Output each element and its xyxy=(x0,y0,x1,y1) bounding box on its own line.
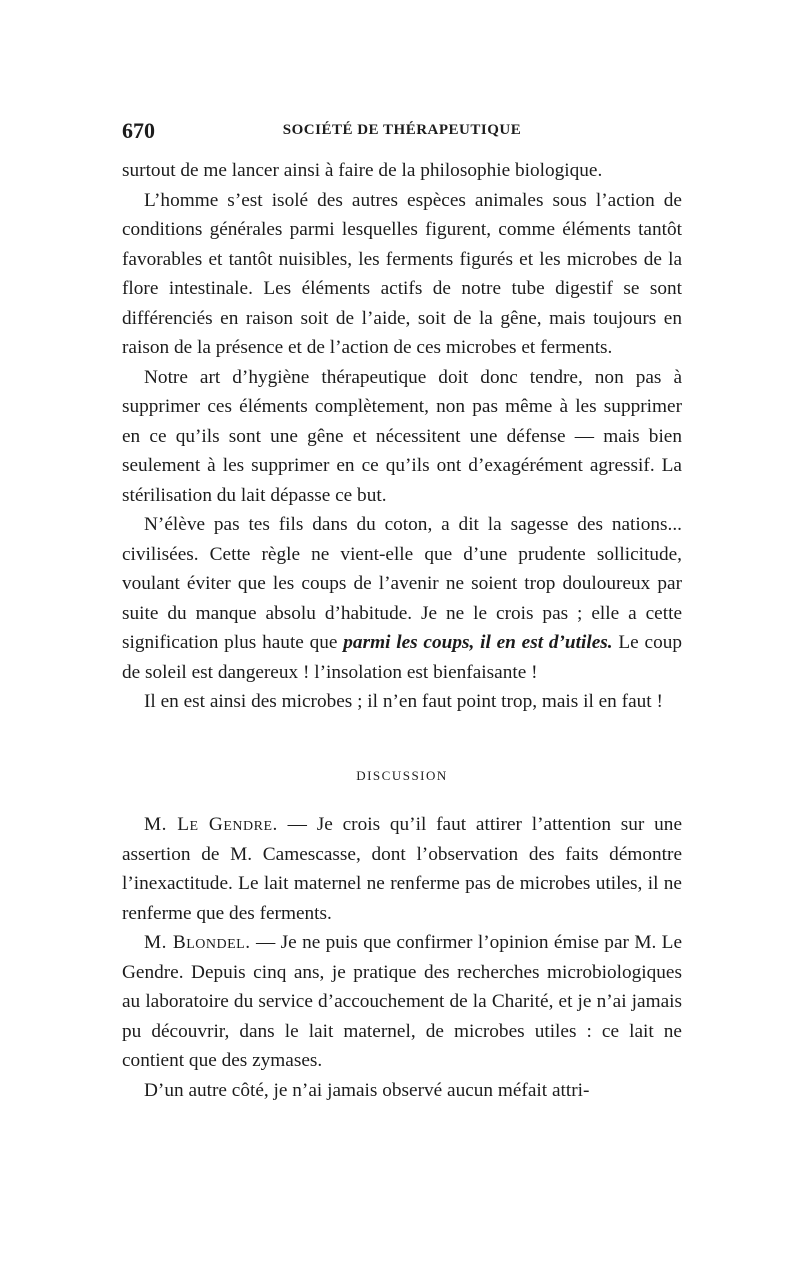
paragraph-text: N’élève pas tes fils dans du coton, a dit la sagesse des nations... civilisées. Cette règle ne vient-elle que d’une prudente sollicitude, voulant éviter que les coups de l’avenir ne soient trop douloureux par suite du manque absolu d’habitude. Je ne le crois pas ; elle a cette signification plus haute que xyxy=(122,514,682,653)
paragraph xyxy=(122,510,682,687)
speaker-paragraph xyxy=(122,928,682,1076)
italic-phrase: parmi les coups, il en est d’utiles. xyxy=(343,632,613,653)
paragraph: Il en est ainsi des microbes ; il n’en faut point trop, mais il en faut ! xyxy=(144,691,663,712)
speaker-name: M. Le Gendre. xyxy=(144,814,278,835)
speaker-text: — Je crois qu’il faut attirer l’attention sur une assertion de M. Camescasse, dont l’observation des faits démontre l’inexactitude. Le lait maternel ne renferme pas de microbes utiles, il ne renferme que des ferments. xyxy=(122,814,683,924)
paragraph: D’un autre côté, je n’ai jamais observé aucun méfait attri- xyxy=(144,1079,590,1101)
paragraph: L’homme s’est isolé des autres espèces animales sous l’action de conditions générales parmi lesquelles figurent, comme éléments tantôt favorables et tantôt nuisibles, les ferments figurés et les microbes de la flore intestinale. Les éléments actifs de notre tube digestif se sont différenciés en raison soit de l’aide, soit de la gêne, mais toujours en raison de la présence et de l’action de ces microbes et ferments. xyxy=(122,189,682,358)
speaker-text: — Je ne puis que confirmer l’opinion émise par M. Le Gendre. Depuis cinq ans, je pratique des recherches microbiologiques au laboratoire du service d’accouchement de la Charité, et je n’ai jamais pu découvrir, dans le lait maternel, de microbes utiles : ce lait ne contient que des zymases. xyxy=(122,932,683,1071)
page-number: 670 xyxy=(122,118,155,143)
body-text xyxy=(122,156,682,1105)
running-head: SOCIÉTÉ DE THÉRAPEUTIQUE xyxy=(282,122,522,138)
speaker-name: M. Blondel. xyxy=(144,932,251,953)
paragraph: surtout de me lancer ainsi à faire de la philosophie biologique. xyxy=(122,160,603,181)
section-heading: DISCUSSION xyxy=(356,767,448,783)
paragraph-text: Le coup de soleil est dangereux ! l’insolation est bienfaisante ! xyxy=(122,632,682,683)
page-header xyxy=(122,118,682,148)
speaker-paragraph xyxy=(122,810,682,928)
paragraph: Notre art d’hygiène thérapeutique doit donc tendre, non pas à supprimer ces éléments complètement, non pas même à les supprimer en ce qu’ils sont une gêne et nécessitent une défense — mais bien seulement à les supprimer en ce qu’ils ont d’exagérément agressif. La stérilisation du lait dépasse ce but. xyxy=(122,366,682,506)
